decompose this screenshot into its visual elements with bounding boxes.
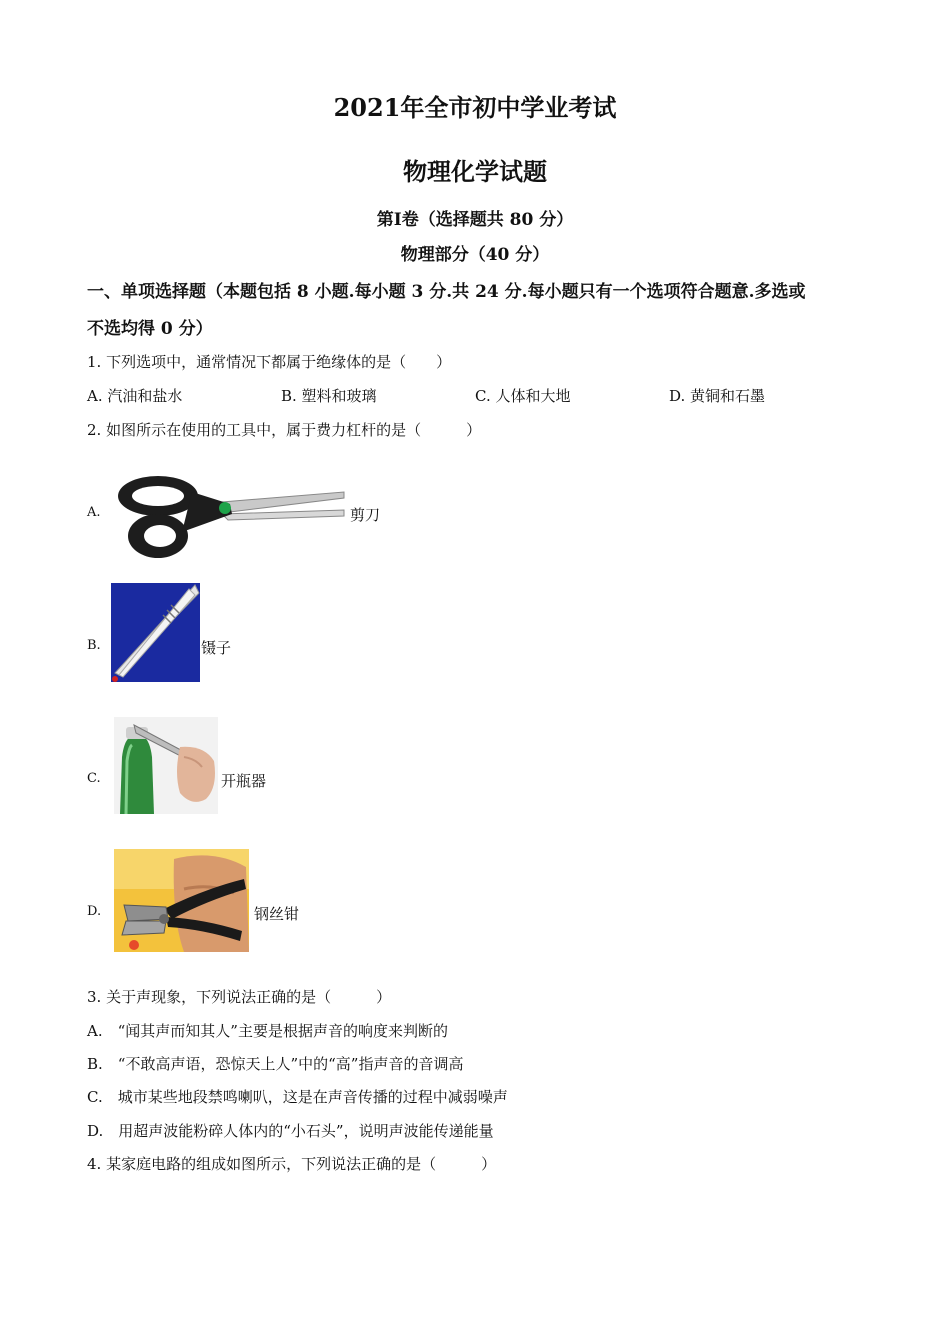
scissors-image [112,470,348,562]
question-2-stem: 2. 如图所示在使用的工具中，属于费力杠杆的是（ ） [87,421,482,439]
question-3-option-d: D. 用超声波能粉碎人体内的“小石头”，说明声波能传递能量 [87,1122,494,1140]
question-1-option-d: D. 黄铜和石墨 [669,387,766,405]
bottle-opener-image [114,717,218,814]
pliers-image [114,849,249,952]
question-2-option-b-caption: 镊子 [201,639,232,657]
question-2-option-a-letter: A. [87,505,101,520]
question-2-option-c-letter: C. [87,771,101,786]
question-1-option-a: A. 汽油和盐水 [87,387,183,405]
volume-heading: 第Ⅰ卷（选择题共 80 分） [376,210,574,230]
question-2-option-c-caption: 开瓶器 [221,772,267,790]
question-3-stem: 3. 关于声现象，下列说法正确的是（ ） [87,988,392,1006]
question-1-option-b: B. 塑料和玻璃 [281,387,377,405]
question-3-option-a: A. “闻其声而知其人”主要是根据声音的响度来判断的 [87,1022,448,1040]
exam-subtitle: 物理化学试题 [403,157,547,186]
question-3-option-c: C. 城市某些地段禁鸣喇叭，这是在声音传播的过程中减弱噪声 [87,1088,508,1106]
question-2-option-b-letter: B. [87,638,101,653]
question-2-option-a-caption: 剪刀 [350,506,381,524]
question-4-stem: 4. 某家庭电路的组成如图所示，下列说法正确的是（ ） [87,1155,497,1173]
question-1-option-c: C. 人体和大地 [475,387,571,405]
section-heading-line1: 一、单项选择题（本题包括 8 小题.每小题 3 分.共 24 分.每小题只有一个选项符合题意.多选或 [87,282,806,302]
question-2-option-d-letter: D. [87,904,102,919]
part-heading: 物理部分（40 分） [400,245,550,265]
question-3-option-b: B. “不敢高声语，恐惊天上人”中的“高”指声音的音调高 [87,1055,464,1073]
section-heading-line2: 不选均得 0 分） [87,319,213,339]
tweezers-image [111,583,200,682]
question-2-option-d-caption: 钢丝钳 [254,905,300,923]
question-1-stem: 1. 下列选项中，通常情况下都属于绝缘体的是（ ） [87,353,452,371]
exam-title: 2021年全市初中学业考试 [333,93,617,122]
